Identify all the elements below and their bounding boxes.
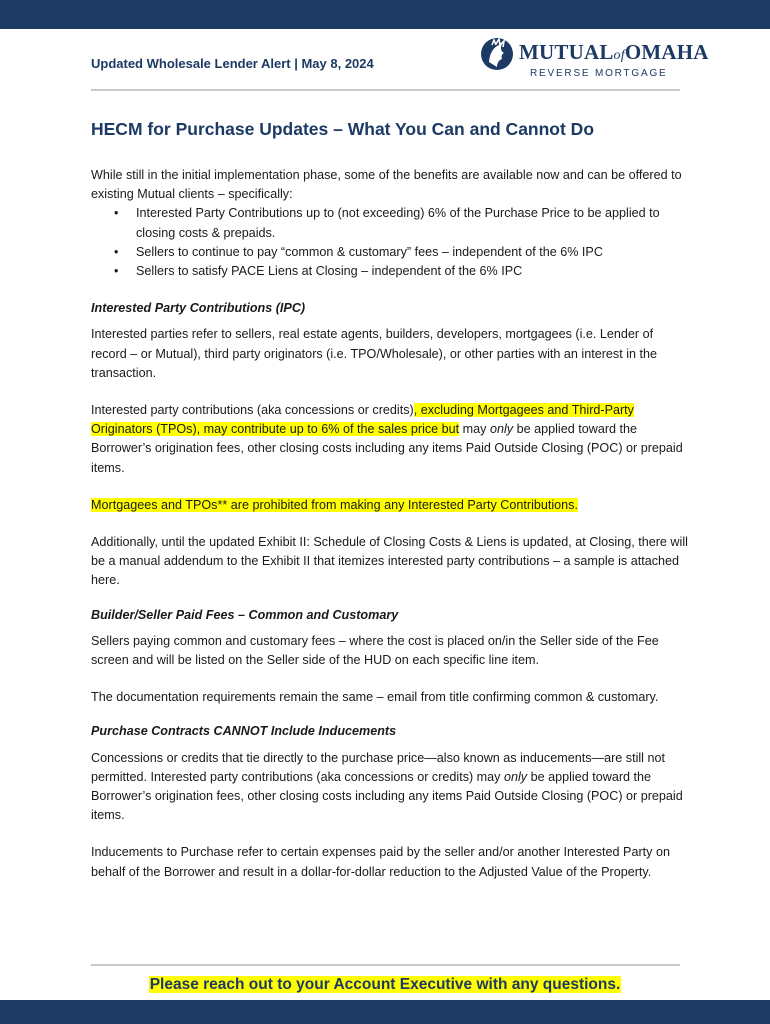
inducements-paragraph-2: Inducements to Purchase refer to certain expenses paid by the seller and/or another Interested Party on behalf of the Borrower and result in a dollar-for-dollar reduction to the Adjusted Value of the Property. [91,845,670,879]
intro-paragraph: While still in the initial implementation phase, some of the benefits are available now and can be offered to existing Mutual clients – specifically: [91,168,682,202]
ipc-paragraph-4: Additionally, until the updated Exhibit II: Schedule of Closing Costs & Liens is updated, at Closing, there will be a manual addendum to the Exhibit II that itemizes interested party contributions – a sample is attached here. [91,535,688,588]
footer-callout: Please reach out to your Account Executive with any questions. [149,976,621,993]
inducements-heading: Purchase Contracts CANNOT Include Inducements [91,724,397,739]
list-item: • Interested Party Contributions up to (not exceeding) 6% of the Purchase Price to be applied to closing costs & prepaids. [91,204,691,242]
footer [0,974,770,996]
ipc-paragraph-1: Interested parties refer to sellers, real estate agents, builders, developers, mortgagees (i.e. Lender of record – or Mutual), third party originators (i.e. TPO/Wholesale), or other parties with an interest in the transaction. [91,327,658,380]
bottom-banner-bar [0,1000,770,1024]
ipc-paragraph-3 [91,496,691,515]
ipc-paragraph-2: Interested party contributions (aka concessions or credits), excluding Mortgagees and Third-Party Originators (TPOs), may contribute up to 6% of the sales price but may only be applied toward the Borrower’s origination fees, other closing costs including any items Paid Outside Closing (POC) or prepaid items. [91,403,683,475]
ipc-heading: Interested Party Contributions (IPC) [91,301,306,316]
builder-heading: Builder/Seller Paid Fees – Common and Customary [91,607,399,622]
builder-paragraph-1: Sellers paying common and customary fees – where the cost is placed on/in the Seller side of the Fee screen and will be listed on the Seller side of the HUD on each specific line item. [91,633,659,668]
benefits-list [91,204,691,281]
highlighted-text: , excluding Mortgagees and Third-Party Originators (TPOs), may contribute up to 6% of the sales price but [91,403,634,437]
highlighted-text: Mortgagees and TPOs** are prohibited from making any Interested Party Contributions. [91,497,578,512]
mutual-of-omaha-logo [480,34,709,84]
footer-divider [91,964,680,966]
page-title: HECM for Purchase Updates – What You Can and Cannot Do [91,119,595,139]
top-banner-bar [0,0,770,29]
logo-subtitle: REVERSE MORTGAGE [530,68,668,79]
document-body [91,166,691,882]
inducements-paragraph-1: Concessions or credits that tie directly to the purchase price—also known as inducements—are still not permitted. Interested party contributions (aka concessions or credits) may only be applied toward the Borrower’s origination fees, other closing costs including any items Paid Outside Closing (POC) or prepaid items. [91,750,683,823]
alert-date-heading: Updated Wholesale Lender Alert | May 8, 2024 [91,56,374,71]
indian-head-emblem-icon [480,36,514,72]
list-item: • Sellers to satisfy PACE Liens at Closing – independent of the 6% IPC [91,262,691,281]
header-divider [91,89,680,91]
builder-paragraph-2: The documentation requirements remain the same – email from title confirming common & customary. [91,690,659,705]
page-header [91,34,709,90]
logo-wordmark: MUTUALofOMAHA [519,40,709,64]
list-item: • Sellers to continue to pay “common & customary” fees – independent of the 6% IPC [91,243,691,262]
